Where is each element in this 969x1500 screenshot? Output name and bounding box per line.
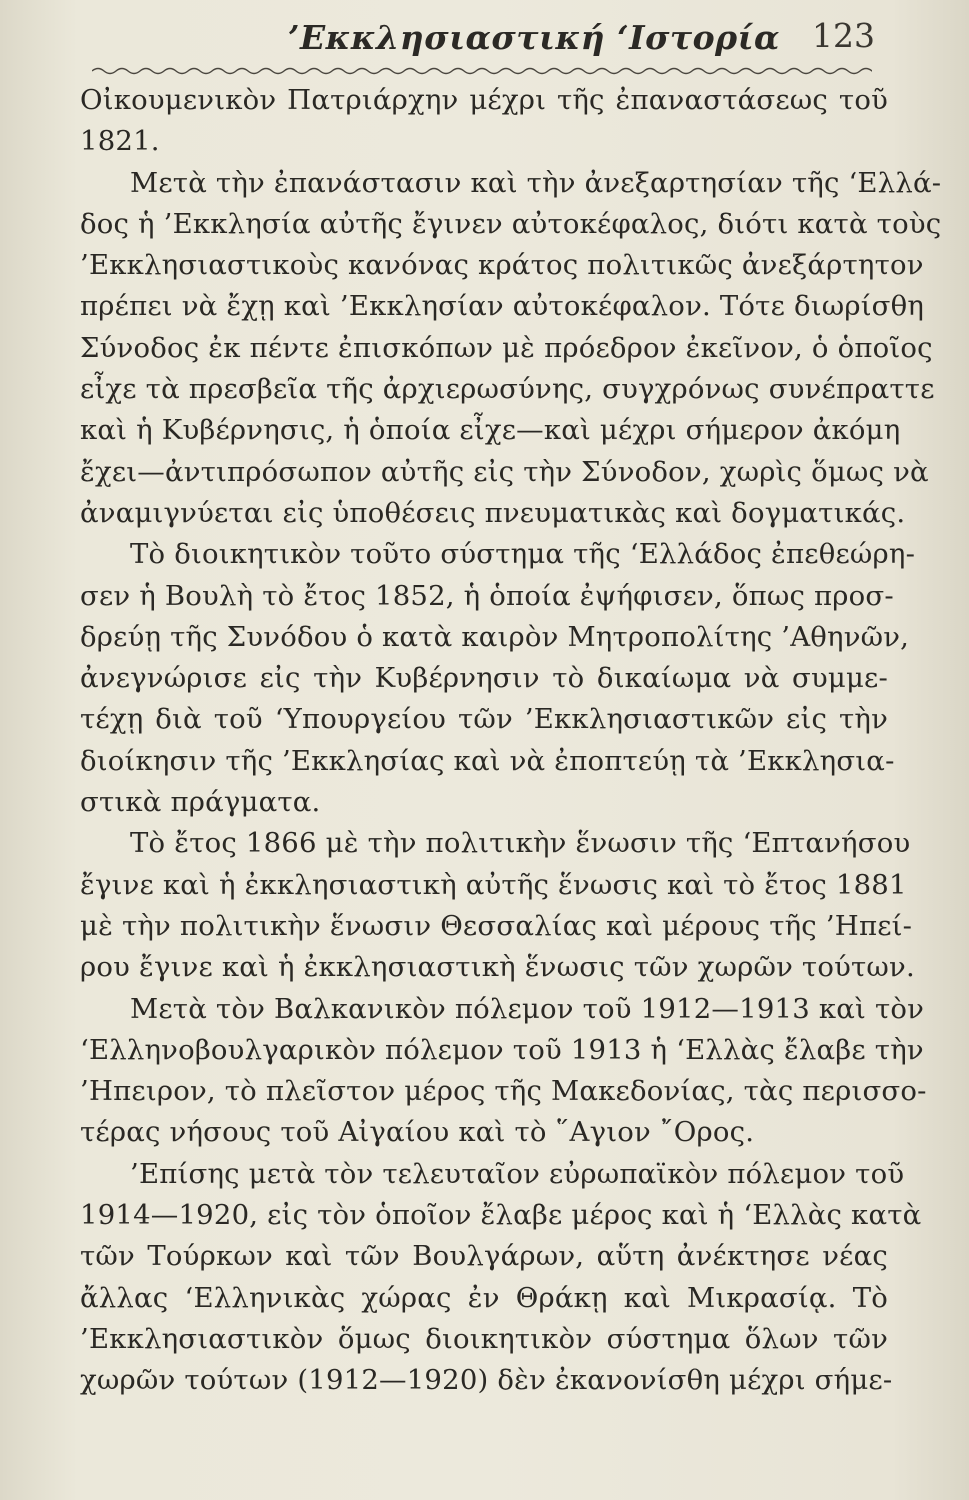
running-head: [0, 12, 969, 62]
text-line: ’Ηπειρον, τὸ πλεῖστον μέρος τῆς Μακεδονίας, τὰς περισσο-: [80, 1075, 927, 1108]
text-line: πρέπει νὰ ἔχῃ καὶ ’Εκκλησίαν αὐτοκέφαλον. Τότε διωρίσθη: [80, 290, 925, 323]
text-line: ἄλλας ‘Ελληνικὰς χώρας ἐν Θράκῃ καὶ Μικρασίᾳ. Τὸ: [80, 1281, 888, 1314]
text-line: δος ἡ ’Εκκλησία αὐτῆς ἔγινεν αὐτοκέφαλος, διότι κατὰ τοὺς: [80, 207, 942, 240]
text-line: καὶ ἡ Κυβέρνησις, ἡ ὁποία εἶχε—καὶ μέχρι σήμερον ἀκόμη: [80, 414, 901, 447]
text-line: στικὰ πράγματα.: [80, 786, 321, 819]
text-line: τέρας νήσους τοῦ Αἰγαίου καὶ τὸ ῞Αγιον ῎Ορος.: [80, 1116, 755, 1149]
text-line: εἶχε τὰ πρεσβεῖα τῆς ἀρχιερωσύνης, συγχρόνως συνέπραττε: [80, 373, 935, 406]
text-line: Οἰκουμενικὸν Πατριάρχην μέχρι τῆς ἐπαναστάσεως τοῦ: [80, 84, 888, 116]
text-line: 1914—1920, εἰς τὸν ὁποῖον ἔλαβε μέρος καὶ ἡ ‘Ελλὰς κατὰ: [80, 1199, 922, 1232]
text-line: μὲ τὴν πολιτικὴν ἕνωσιν Θεσσαλίας καὶ μέρους τῆς ’Ηπεί-: [80, 909, 913, 942]
text-line: 1821.: [80, 125, 160, 158]
text-line: ’Επίσης μετὰ τὸν τελευταῖον εὐρωπαϊκὸν πόλεμον τοῦ: [130, 1157, 905, 1190]
text-line: τέχῃ διὰ τοῦ ‘Υπουργείου τῶν ’Εκκλησιαστικῶν εἰς τὴν: [80, 703, 888, 736]
text-line: Σύνοδος ἐκ πέντε ἐπισκόπων μὲ πρόεδρον ἐκεῖνον, ὁ ὁποῖος: [80, 331, 933, 364]
text-line: ἀναμιγνύεται εἰς ὑποθέσεις πνευματικὰς καὶ δογματικάς.: [80, 496, 906, 529]
text-line: σεν ἡ Βουλὴ τὸ ἔτος 1852, ἡ ὁποία ἐψήφισεν, ὅπως προσ-: [80, 579, 894, 612]
text-line: ἔχει—ἀντιπρόσωπον αὐτῆς εἰς τὴν Σύνοδον, χωρὶς ὅμως νὰ: [80, 455, 929, 488]
page-number: 123: [812, 16, 875, 55]
body-text: [80, 80, 942, 1402]
text-line: Τὸ διοικητικὸν τοῦτο σύστημα τῆς ‘Ελλάδος ἐπεθεώρη-: [130, 538, 916, 571]
text-line: Μετὰ τὴν ἐπανάστασιν καὶ τὴν ἀνεξαρτησίαν τῆς ‘Ελλά-: [130, 166, 942, 199]
text-line: ρου ἔγινε καὶ ἡ ἐκκλησιαστικὴ ἕνωσις τῶν χωρῶν τούτων.: [80, 951, 915, 984]
text-line: τῶν Τούρκων καὶ τῶν Βουλγάρων, αὕτη ἀνέκτησε νέας: [80, 1240, 888, 1273]
text-line: Τὸ ἔτος 1866 μὲ τὴν πολιτικὴν ἕνωσιν τῆς ‘Επτανήσου: [130, 827, 911, 860]
text-line: ’Εκκλησιαστικοὺς κανόνας κράτος πολιτικῶς ἀνεξάρτητον: [80, 249, 924, 282]
text-line: χωρῶν τούτων (1912—1920) δὲν ἐκανονίσθη μέχρι σήμε-: [80, 1364, 893, 1397]
text-line: διοίκησιν τῆς ’Εκκλησίας καὶ νὰ ἐποπτεύῃ τὰ ’Εκκλησια-: [80, 744, 895, 777]
text-line: ἀνεγνώρισε εἰς τὴν Κυβέρνησιν τὸ δικαίωμα νὰ συμμε-: [80, 662, 888, 695]
text-line: ‘Ελληνοβουλγαρικὸν πόλεμον τοῦ 1913 ἡ ‘Ελλὰς ἔλαβε τὴν: [80, 1033, 924, 1066]
text-line: δρεύῃ τῆς Συνόδου ὁ κατὰ καιρὸν Μητροπολίτης ’Αθηνῶν,: [80, 620, 910, 653]
header-ornamental-rule: [92, 62, 872, 80]
running-head-title: ’Εκκλησιαστική ‘Ιστορία: [288, 18, 780, 57]
text-line: Μετὰ τὸν Βαλκανικὸν πόλεμον τοῦ 1912—1913 καὶ τὸν: [130, 992, 925, 1025]
text-line: ’Εκκλησιαστικὸν ὅμως διοικητικὸν σύστημα ὅλων τῶν: [80, 1322, 888, 1355]
text-line: ἔγινε καὶ ἡ ἐκκλησιαστικὴ αὐτῆς ἕνωσις καὶ τὸ ἔτος 1881: [80, 868, 907, 901]
